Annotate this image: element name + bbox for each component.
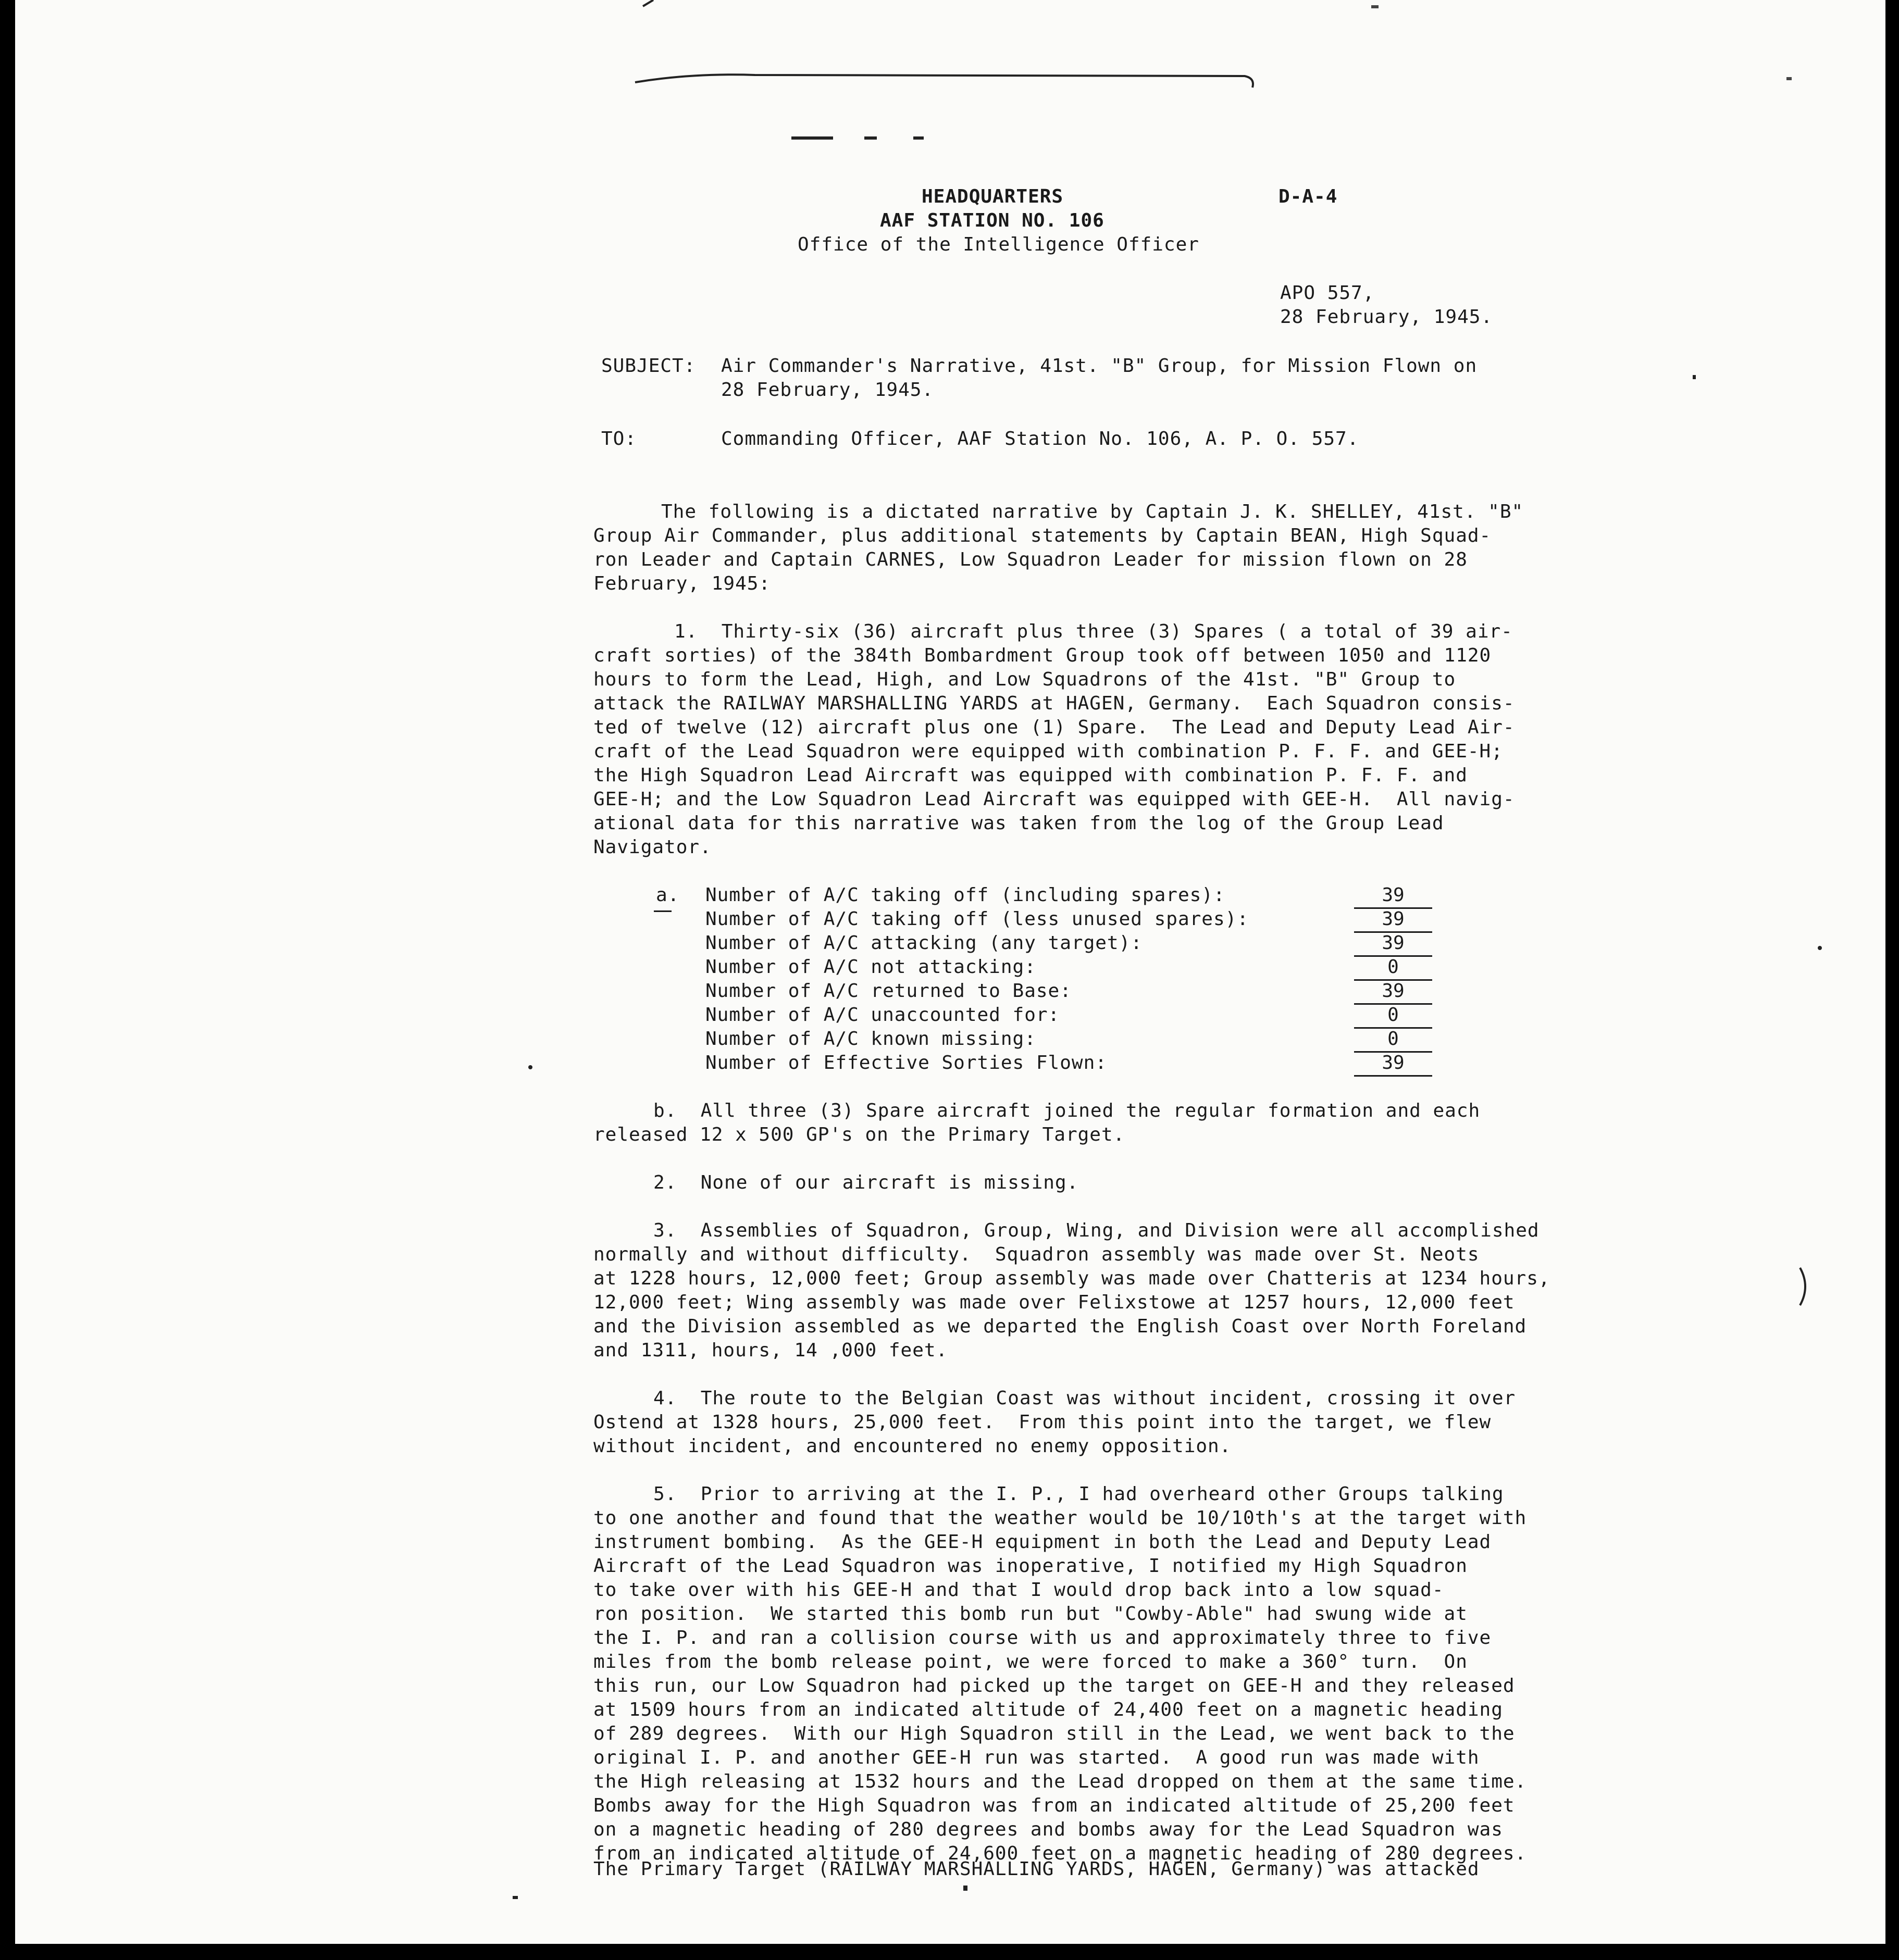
stats-label: Number of A/C known missing:: [705, 1028, 1036, 1050]
para3-line: normally and without difficulty. Squadron assembly was made over St. Neots: [593, 1244, 1480, 1265]
para1-line: 1. Thirty-six (36) aircraft plus three (3) Spares ( a total of 39 air-: [674, 621, 1513, 642]
stats-value: 39: [1382, 884, 1405, 906]
document-code: D-A-4: [1279, 186, 1338, 207]
para5-line: Bombs away for the High Squadron was from an indicated altitude of 25,200 feet: [593, 1795, 1515, 1816]
subject-line-1: Air Commander's Narrative, 41st. "B" Group, for Mission Flown on: [721, 355, 1478, 377]
para5-line: original I. P. and another GEE-H run was started. A good run was made with: [593, 1747, 1480, 1768]
subject-label: SUBJECT:: [601, 355, 696, 377]
org-name: HEADQUARTERS: [922, 186, 1064, 207]
stats-value: 0: [1387, 1028, 1399, 1050]
intro-line: Group Air Commander, plus additional statements by Captain BEAN, High Squad-: [593, 525, 1492, 546]
para1-line: attack the RAILWAY MARSHALLING YARDS at HAGEN, Germany. Each Squadron consis-: [593, 693, 1515, 714]
para1-line: the High Squadron Lead Aircraft was equipped with combination P. F. F. and: [593, 765, 1468, 786]
para1-line: craft sorties) of the 384th Bombardment Group took off between 1050 and 1120: [593, 645, 1492, 666]
intro-line: The following is a dictated narrative by Captain J. K. SHELLEY, 41st. "B": [661, 501, 1524, 522]
margin-bracket: [1797, 1266, 1813, 1307]
para1-line: GEE-H; and the Low Squadron Lead Aircraft was equipped with GEE-H. All navig-: [593, 789, 1515, 810]
para3-line: at 1228 hours, 12,000 feet; Group assembly was made over Chatteris at 1234 hours,: [593, 1268, 1550, 1289]
para3-line: 3. Assemblies of Squadron, Group, Wing, and Division were all accomplished: [653, 1220, 1540, 1241]
margin-mark: [963, 1886, 967, 1891]
para2-line: 2. None of our aircraft is missing.: [653, 1172, 1079, 1193]
scan-border: [0, 1944, 1899, 1960]
stats-label: Number of A/C not attacking:: [705, 956, 1036, 978]
intro-line: ron Leader and Captain CARNES, Low Squadron Leader for mission flown on 28: [593, 549, 1468, 570]
para5-line: from an indicated altitude of 24,600 feet on a magnetic heading of 280 degrees.: [593, 1843, 1527, 1864]
para3-line: and 1311, hours, 14 ,000 feet.: [593, 1340, 948, 1361]
stats-value: 39: [1382, 932, 1405, 954]
para-b-line: released 12 x 500 GP's on the Primary Target.: [593, 1124, 1125, 1145]
stats-label: Number of A/C unaccounted for:: [705, 1004, 1060, 1026]
para5-line: to one another and found that the weather would be 10/10th's at the target with: [593, 1507, 1527, 1529]
para5-line: at 1509 hours from an indicated altitude of 24,400 feet on a magnetic heading: [593, 1699, 1503, 1720]
para1-line: Navigator.: [593, 837, 712, 858]
para4-line: without incident, and encountered no enemy opposition.: [593, 1435, 1232, 1457]
para5-line: this run, our Low Squadron had picked up the target on GEE-H and they released: [593, 1675, 1515, 1696]
office-name: Office of the Intelligence Officer: [798, 234, 1199, 255]
para5-line: ron position. We started this bomb run but "Cowby-Able" had swung wide at: [593, 1603, 1468, 1625]
para5-line: miles from the bomb release point, we were forced to make a 360° turn. On: [593, 1651, 1468, 1672]
para5-line: 5. Prior to arriving at the I. P., I had overheard other Groups talking: [653, 1483, 1504, 1505]
para-b-line: b. All three (3) Spare aircraft joined the regular formation and each: [653, 1100, 1481, 1121]
stats-label: Number of Effective Sorties Flown:: [705, 1052, 1107, 1073]
stats-label: Number of A/C attacking (any target):: [705, 932, 1143, 954]
document-date: 28 February, 1945.: [1280, 306, 1493, 328]
to-label: TO:: [601, 428, 637, 450]
stats-value: 39: [1382, 908, 1405, 930]
para4-line: Ostend at 1328 hours, 25,000 feet. From this point into the target, we flew: [593, 1412, 1492, 1433]
to-text: Commanding Officer, AAF Station No. 106, A. P. O. 557.: [721, 428, 1359, 450]
document-page: [15, 0, 1885, 1944]
para5-line: to take over with his GEE-H and that I would drop back into a low squad-: [593, 1579, 1444, 1601]
stats-label: Number of A/C taking off (including spares):: [705, 884, 1225, 906]
para5-line: instrument bombing. As the GEE-H equipment in both the Lead and Deputy Lead: [593, 1531, 1492, 1553]
apo-number: APO 557,: [1280, 282, 1375, 304]
station-name: AAF STATION NO. 106: [880, 210, 1104, 231]
stats-marker: a.: [656, 884, 680, 906]
stats-value: 0: [1387, 956, 1399, 978]
para5-line: the High releasing at 1532 hours and the Lead dropped on them at the same time.: [593, 1771, 1527, 1792]
stats-value: 39: [1382, 1052, 1405, 1073]
stats-value: 0: [1387, 1004, 1399, 1026]
stats-label: Number of A/C returned to Base:: [705, 980, 1072, 1002]
para5-line: of 289 degrees. With our High Squadron still in the Lead, we went back to the: [593, 1723, 1515, 1744]
para3-line: and the Division assembled as we departed the English Coast over North Foreland: [593, 1316, 1527, 1337]
para3-line: 12,000 feet; Wing assembly was made over Felixstowe at 1257 hours, 12,000 feet: [593, 1292, 1515, 1313]
para1-line: ted of twelve (12) aircraft plus one (1) Spare. The Lead and Deputy Lead Air-: [593, 717, 1515, 738]
margin-mark: [528, 1065, 532, 1069]
para1-line: craft of the Lead Squadron were equipped with combination P. F. F. and GEE-H;: [593, 741, 1503, 762]
stats-label: Number of A/C taking off (less unused spares):: [705, 908, 1249, 930]
margin-mark: [513, 1896, 518, 1899]
stats-value: 39: [1382, 980, 1405, 1002]
margin-mark: [1693, 375, 1696, 379]
margin-mark: [1818, 946, 1822, 950]
subject-line-2: 28 February, 1945.: [721, 379, 934, 401]
scan-marks: [15, 0, 1885, 167]
para1-line: hours to form the Lead, High, and Low Squadrons of the 41st. "B" Group to: [593, 669, 1456, 690]
para5-line: Aircraft of the Lead Squadron was inoperative, I notified my High Squadron: [593, 1555, 1468, 1577]
para1-line: ational data for this narrative was taken from the log of the Group Lead: [593, 813, 1444, 834]
para5-line: on a magnetic heading of 280 degrees and bombs away for the Lead Squadron was: [593, 1819, 1503, 1840]
para4-line: 4. The route to the Belgian Coast was without incident, crossing it over: [653, 1388, 1516, 1409]
para5-line: The Primary Target (RAILWAY MARSHALLING YARDS, HAGEN, Germany) was attacked: [593, 1858, 1480, 1880]
intro-line: February, 1945:: [593, 573, 771, 594]
para5-line: the I. P. and ran a collision course with us and approximately three to five: [593, 1627, 1492, 1649]
